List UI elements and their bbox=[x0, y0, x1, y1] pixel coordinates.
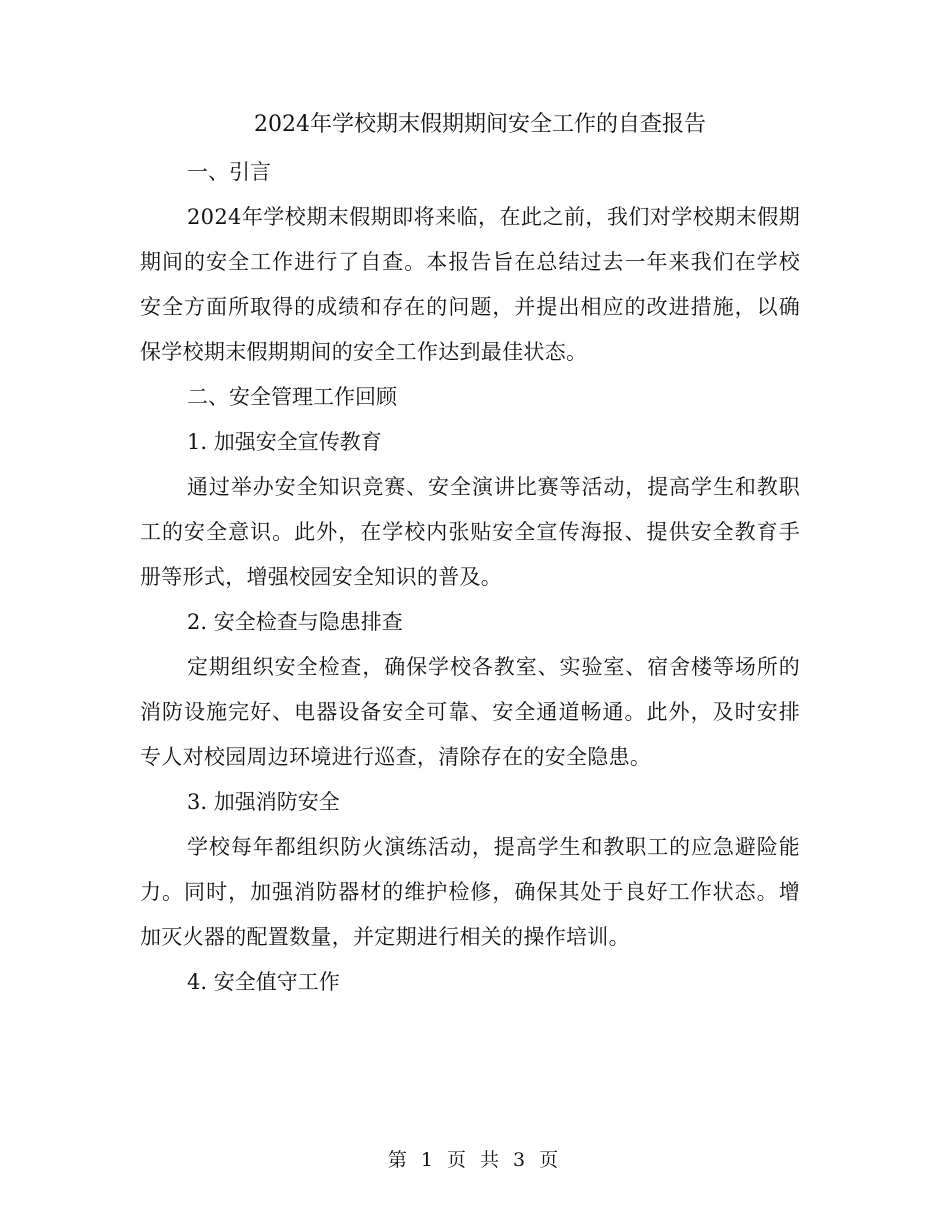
paragraph-fire-safety: 学校每年都组织防火演练活动，提高学生和教职工的应急避险能力。同时，加强消防器材的维护检修，确保其处于良好工作状态。增加灭火器的配置数量，并定期进行相关的操作培训。 bbox=[140, 835, 800, 949]
document-body bbox=[140, 100, 800, 1005]
subheading-duty: 4. 安全值守工作 bbox=[187, 970, 340, 994]
document-title: 2024年学校期末假期期间安全工作的自查报告 bbox=[254, 112, 706, 137]
subheading-inspection: 2. 安全检查与隐患排查 bbox=[187, 610, 403, 634]
section-heading-review: 二、安全管理工作回顾 bbox=[187, 385, 397, 409]
subheading-publicity: 1. 加强安全宣传教育 bbox=[187, 430, 382, 454]
paragraph-intro: 2024年学校期末假期即将来临，在此之前，我们对学校期末假期期间的安全工作进行了自查。本报告旨在总结过去一年来我们在学校安全方面所取得的成绩和存在的问题，并提出相应的改进措施，以确保学校期末假期期间的安全工作达到最佳状态。 bbox=[140, 205, 800, 364]
section-heading-intro: 一、引言 bbox=[187, 160, 271, 184]
paragraph-publicity: 通过举办安全知识竞赛、安全演讲比赛等活动，提高学生和教职工的安全意识。此外，在学校内张贴安全宣传海报、提供安全教育手册等形式，增强校园安全知识的普及。 bbox=[140, 475, 800, 589]
subheading-fire-safety: 3. 加强消防安全 bbox=[187, 790, 340, 814]
paragraph-inspection: 定期组织安全检查，确保学校各教室、实验室、宿舍楼等场所的消防设施完好、电器设备安全可靠、安全通道畅通。此外，及时安排专人对校园周边环境进行巡查，清除存在的安全隐患。 bbox=[140, 655, 800, 769]
page-number-footer: 第 1 页 共 3 页 bbox=[387, 1149, 563, 1171]
